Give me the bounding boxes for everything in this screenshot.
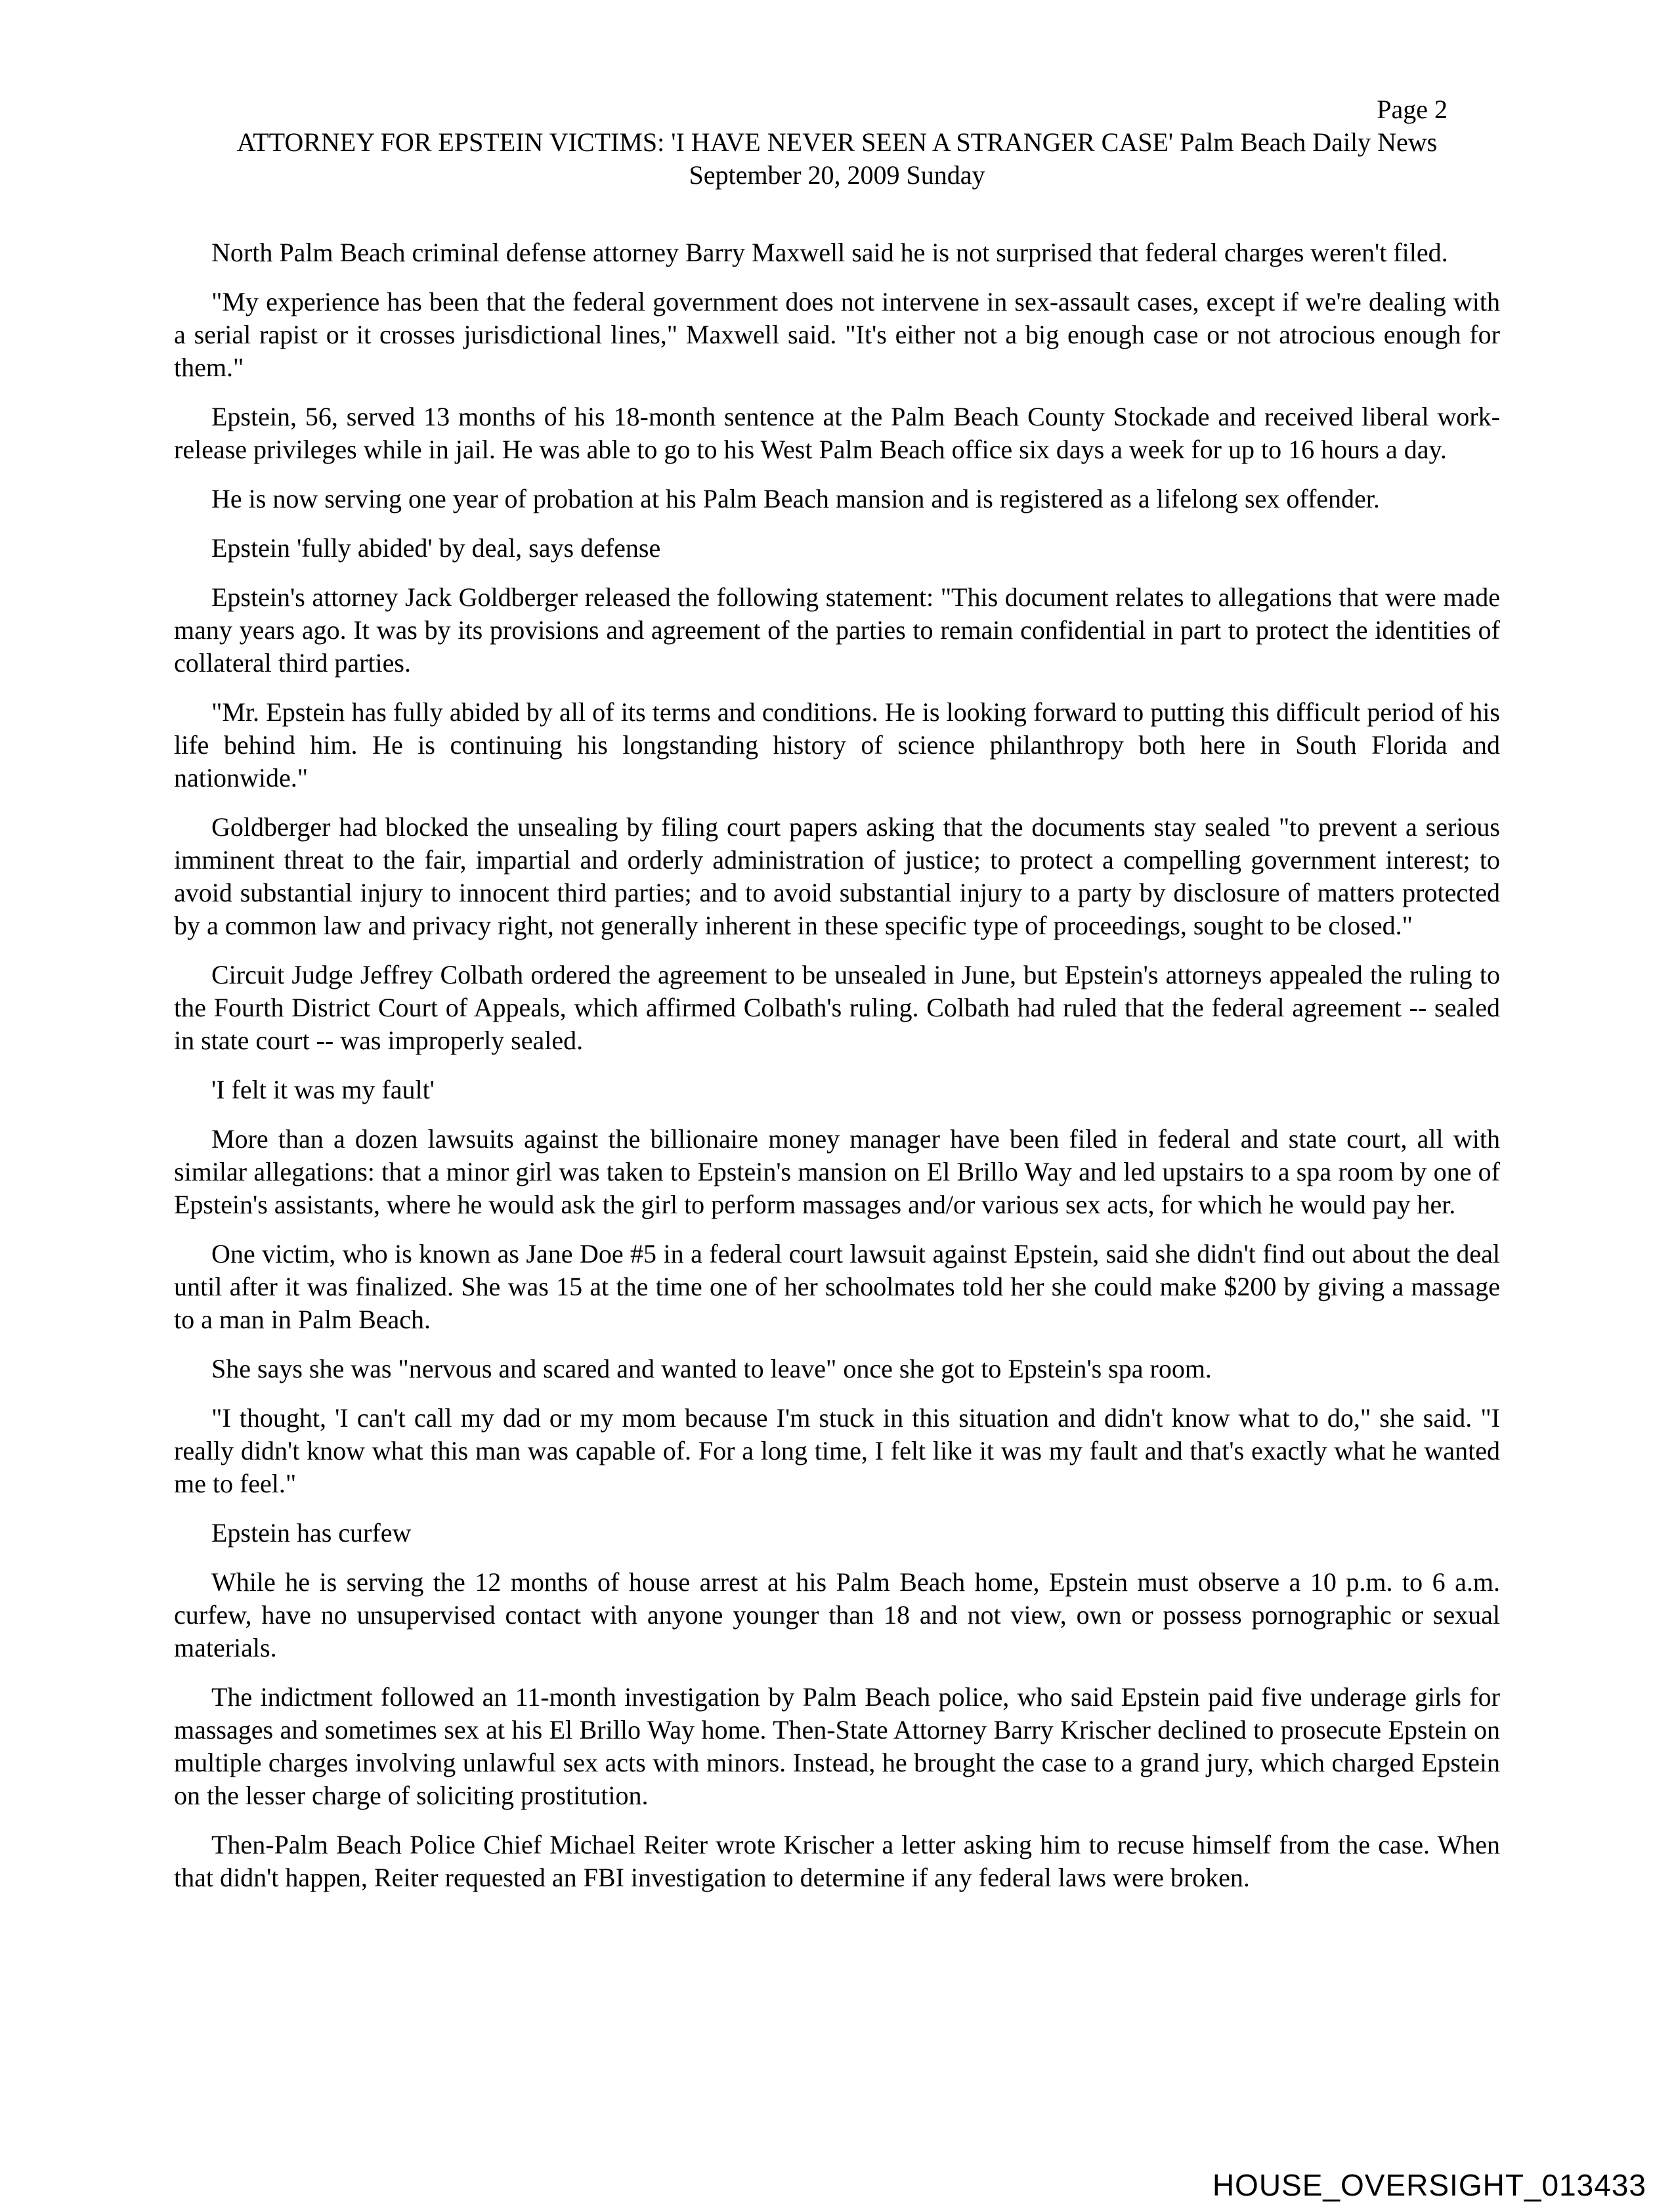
article-paragraph: "My experience has been that the federal government does not intervene in sex-assault cases, except if we're dealing with a serial rapist or it crosses jurisdictional lines," Maxwell said. "It's either not a big enough case or not atrocious enough for them." <box>174 287 1500 382</box>
article-paragraph: The indictment followed an 11-month investigation by Palm Beach police, who said Epstein paid five underage girls for massages and sometimes sex at his El Brillo Way home. Then-State Attorney Barry Krischer declined to prosecute Epstein on multiple charges involving unlawful sex acts with minors. Instead, he brought the case to a grand jury, which charged Epstein on the lesser charge of soliciting prostitution. <box>174 1682 1500 1810</box>
article-paragraph: More than a dozen lawsuits against the billionaire money manager have been filed in federal and state court, all with similar allegations: that a minor girl was taken to Epstein's mansion on El Brillo Way and led upstairs to a spa room by one of Epstein's assistants, where he would ask the girl to perform massages and/or various sex acts, for which he would pay her. <box>174 1124 1500 1219</box>
article-paragraph: "Mr. Epstein has fully abided by all of its terms and conditions. He is looking forward to putting this difficult period of his life behind him. He is continuing his longstanding history of science philanthropy both here in South Florida and nationwide." <box>174 697 1500 792</box>
article-title: ATTORNEY FOR EPSTEIN VICTIMS: 'I HAVE NEVER SEEN A STRANGER CASE' Palm Beach Daily News <box>236 127 1438 157</box>
article-body <box>174 236 1500 1894</box>
document-header <box>0 0 1674 192</box>
article-paragraph: Then-Palm Beach Police Chief Michael Reiter wrote Krischer a letter asking him to recuse himself from the case. When that didn't happen, Reiter requested an FBI investigation to determine if any federal laws were broken. <box>174 1830 1500 1892</box>
article-date: September 20, 2009 Sunday <box>689 160 985 190</box>
article-paragraph: Circuit Judge Jeffrey Colbath ordered the agreement to be unsealed in June, but Epstein's attorneys appealed the ruling to the Fourth District Court of Appeals, which affirmed Colbath's ruling. Colbath had ruled that the federal agreement -- sealed in state court -- was improperly sealed. <box>174 960 1500 1055</box>
article-paragraph: Epstein's attorney Jack Goldberger released the following statement: "This document relates to allegations that were made many years ago. It was by its provisions and agreement of the parties to remain confidential in part to protect the identities of collateral third parties. <box>174 582 1500 678</box>
article-paragraph: Epstein 'fully abided' by deal, says defense <box>211 533 661 563</box>
article-paragraph: Epstein has curfew <box>211 1518 412 1548</box>
article-paragraph: While he is serving the 12 months of house arrest at his Palm Beach home, Epstein must observe a 10 p.m. to 6 a.m. curfew, have no unsupervised contact with anyone younger than 18 and not view, own or possess pornographic or sexual materials. <box>174 1567 1500 1662</box>
article-paragraph: She says she was "nervous and scared and wanted to leave" once she got to Epstein's spa room. <box>211 1354 1212 1383</box>
bates-stamp: HOUSE_OVERSIGHT_013433 <box>1212 2168 1646 2202</box>
article-paragraph: North Palm Beach criminal defense attorney Barry Maxwell said he is not surprised that federal charges weren't filed. <box>211 238 1448 267</box>
page-number-label: Page 2 <box>1377 95 1448 124</box>
article-paragraph: Goldberger had blocked the unsealing by filing court papers asking that the documents stay sealed "to prevent a serious imminent threat to the fair, impartial and orderly administration of justice; to protect a compelling government interest; to avoid substantial injury to innocent third parties; and to avoid substantial injury to a party by disclosure of matters protected by a common law and privacy right, not generally inherent in these specific type of proceedings, sought to be closed." <box>174 812 1500 940</box>
article-paragraph: One victim, who is known as Jane Doe #5 in a federal court lawsuit against Epstein, said she didn't find out about the deal until after it was finalized. She was 15 at the time one of her schoolmates told her she could make $200 by giving a massage to a man in Palm Beach. <box>174 1239 1500 1334</box>
article-paragraph: 'I felt it was my fault' <box>211 1075 435 1104</box>
article-paragraph: Epstein, 56, served 13 months of his 18-month sentence at the Palm Beach County Stockade and received liberal work-release privileges while in jail. He was able to go to his West Palm Beach office six days a week for up to 16 hours a day. <box>174 402 1500 464</box>
article-paragraph: He is now serving one year of probation at his Palm Beach mansion and is registered as a lifelong sex offender. <box>211 484 1380 513</box>
article-paragraph: "I thought, 'I can't call my dad or my mom because I'm stuck in this situation and didn't know what to do," she said. "I really didn't know what this man was capable of. For a long time, I felt like it was my fault and that's exactly what he wanted me to feel." <box>174 1403 1500 1498</box>
